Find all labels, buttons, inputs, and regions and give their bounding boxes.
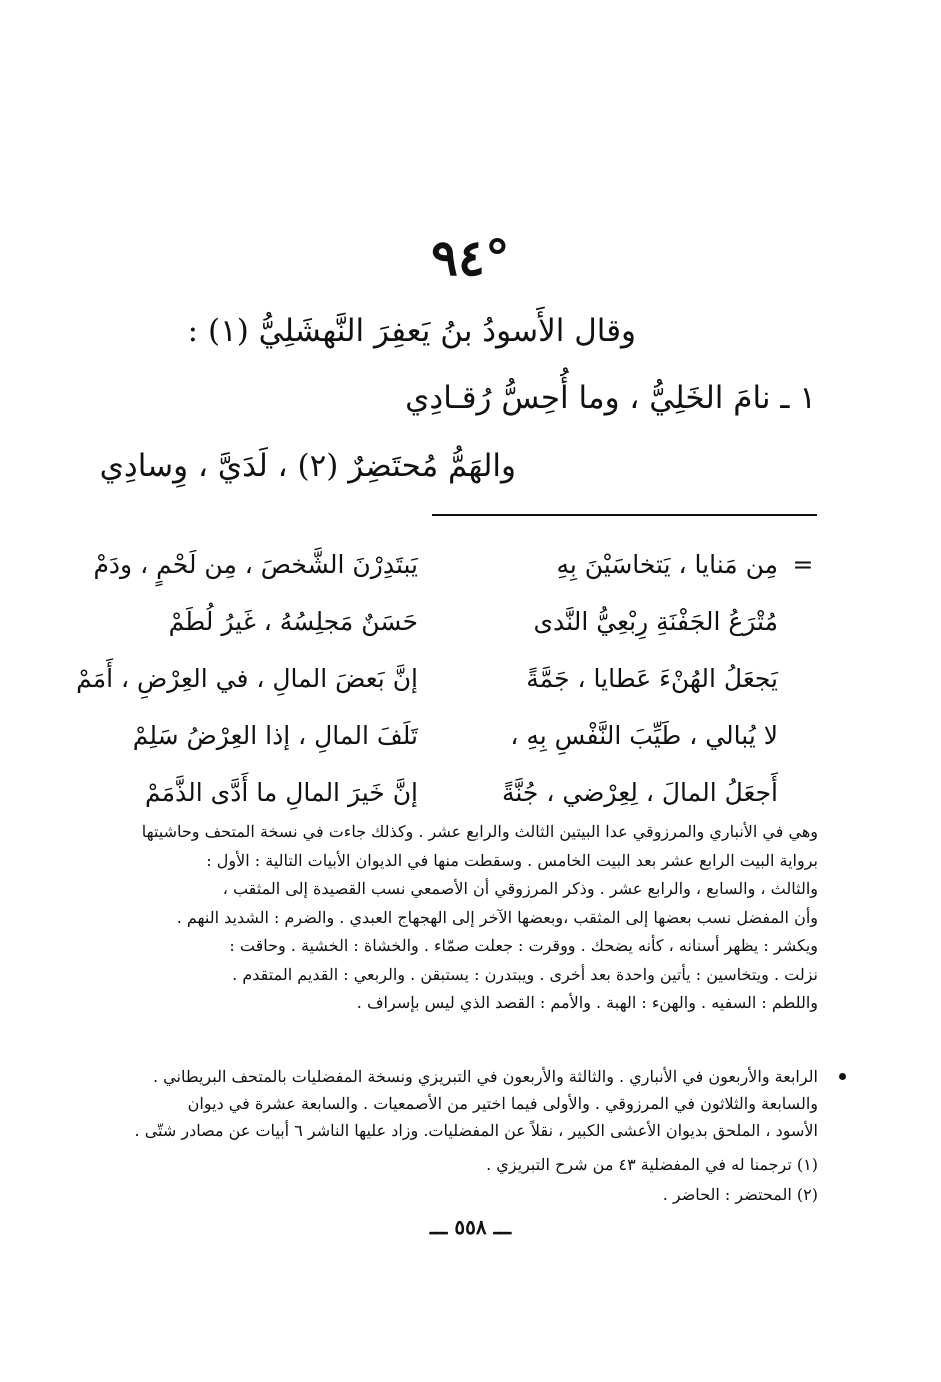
verse-hemistich: ١ ـ نامَ الخَلِيُّ ، وما أُحِسُّ رُقـادِي — [405, 380, 816, 416]
note-line: ويكشر : يظهر أسنانه ، كأنه يضحك . ووقرت : جعلت صمّاء . والخشاة : الخشية . وحاقت : — [229, 936, 818, 955]
verse-ajuz: إنَّ بَعضَ المالِ ، في العِرْضِ ، أَمَمْ — [76, 664, 418, 693]
bullet-dot-icon — [839, 1073, 846, 1080]
continuation-verse — [108, 768, 818, 825]
footnote-divider — [432, 514, 817, 516]
page-number: ـــ ٥٥٨ ـــ — [429, 1215, 512, 1239]
source-note — [108, 1063, 818, 1144]
verse-sadr: مُتْرَعُ الجَفْنَةِ رِبْعِيُّ النَّدى — [533, 607, 778, 636]
continuation-verse — [108, 711, 818, 768]
verse-sadr: لا يُبالي ، طَيِّبَ النَّفْسِ بِهِ ، — [510, 721, 778, 750]
verse-sadr: أَجعَلُ المالَ ، لِعِرْضي ، جُنَّةً — [501, 778, 778, 807]
source-note-line: الأسود ، الملحق بديوان الأعشى الكبير ، نقلاً عن المفضليات. وزاد عليها الناشر ٦ أبيات عن مصادر شتّى . — [134, 1121, 818, 1140]
note-line: نزلت . ويتخاسين : يأتين واحدة بعد أخرى . ويبتدرن : يستبقن . والربعي : القديم المتقدم . — [232, 964, 818, 984]
note-line: وهي في الأنباري والمرزوقي عدا البيتين الثالث والرابع عشر . وكذلك جاءت في نسخة المتحف وحاشيتها — [141, 822, 818, 841]
note-line: وأن المفضل نسب بعضها إلى المثقب ،وبعضها الآخر إلى الهجهاج العبدي . والضرم : الشديد النهم . — [176, 907, 818, 927]
verse-ajuz: تَلَفَ المالِ ، إذا العِرْضُ سَلِمْ — [132, 721, 418, 750]
continuation-verse — [108, 597, 818, 654]
footnote-2: (٢) المحتضر : الحاضر . — [662, 1185, 818, 1204]
continuation-verses — [76, 540, 818, 825]
opening-verse-1 — [96, 372, 816, 424]
continuation-verse — [93, 540, 818, 597]
continuation-verse — [76, 654, 818, 711]
verse-ajuz: يَبتَدِرْنَ الشَّخصَ ، مِن لَحْمٍ ، ودَمْ — [93, 550, 418, 579]
footnote-1: (١) ترجمنا له في المفضلية ٤٣ من شرح التبريزي . — [486, 1155, 818, 1174]
verse-hemistich: والهَمُّ مُحتَضِرٌ (٢) ، لَدَيَّ ، وِسادِي — [99, 448, 516, 484]
note-line: والثالث ، والسابع ، والرابع عشر . وذكر المرزوقي أن الأصمعي نسب القصيدة إلى المثقب ، — [222, 879, 818, 898]
verse-sadr: يَجعَلُ الهُنْءَ عَطايا ، جَمَّةً — [526, 664, 778, 693]
note-line: برواية البيت الرابع عشر بعد البيت الخامس . وسقطت منها في الديوان الأبيات التالية : الأول : — [206, 850, 818, 870]
continuation-mark: = — [792, 550, 814, 579]
verse-ajuz: إنَّ خَيرَ المالِ ما أَدَّى الذَّمَمْ — [145, 778, 418, 807]
poem-number: ٩٤° — [431, 228, 510, 287]
note-line: واللطم : السفيه . والهنء : الهبة . والأمم : القصد الذي ليس بإسراف . — [356, 993, 818, 1012]
verse-sadr: مِن مَنايا ، يَتخاسَيْنَ بِهِ — [556, 550, 778, 579]
verse-ajuz: حَسَنٌ مَجلِسُهُ ، غَيرُ لُطَمْ — [168, 607, 418, 636]
source-note-line: الرابعة والأربعون في الأنباري . والثالثة والأربعون في التبريزي ونسخة المفضليات بالمتحف البريطاني . — [153, 1067, 818, 1086]
source-note-line: والسابعة والثلاثون في المرزوقي . والأولى فيما اختير من الأصمعيات . والسابعة عشرة في ديوان — [187, 1094, 818, 1113]
notes-paragraph — [108, 818, 818, 1018]
footnotes — [108, 1150, 818, 1210]
poem-intro: وقال الأَسودُ بنُ يَعفِرَ النَّهشَلِيُّ (١) : — [187, 313, 636, 349]
opening-verse-2 — [86, 440, 806, 492]
